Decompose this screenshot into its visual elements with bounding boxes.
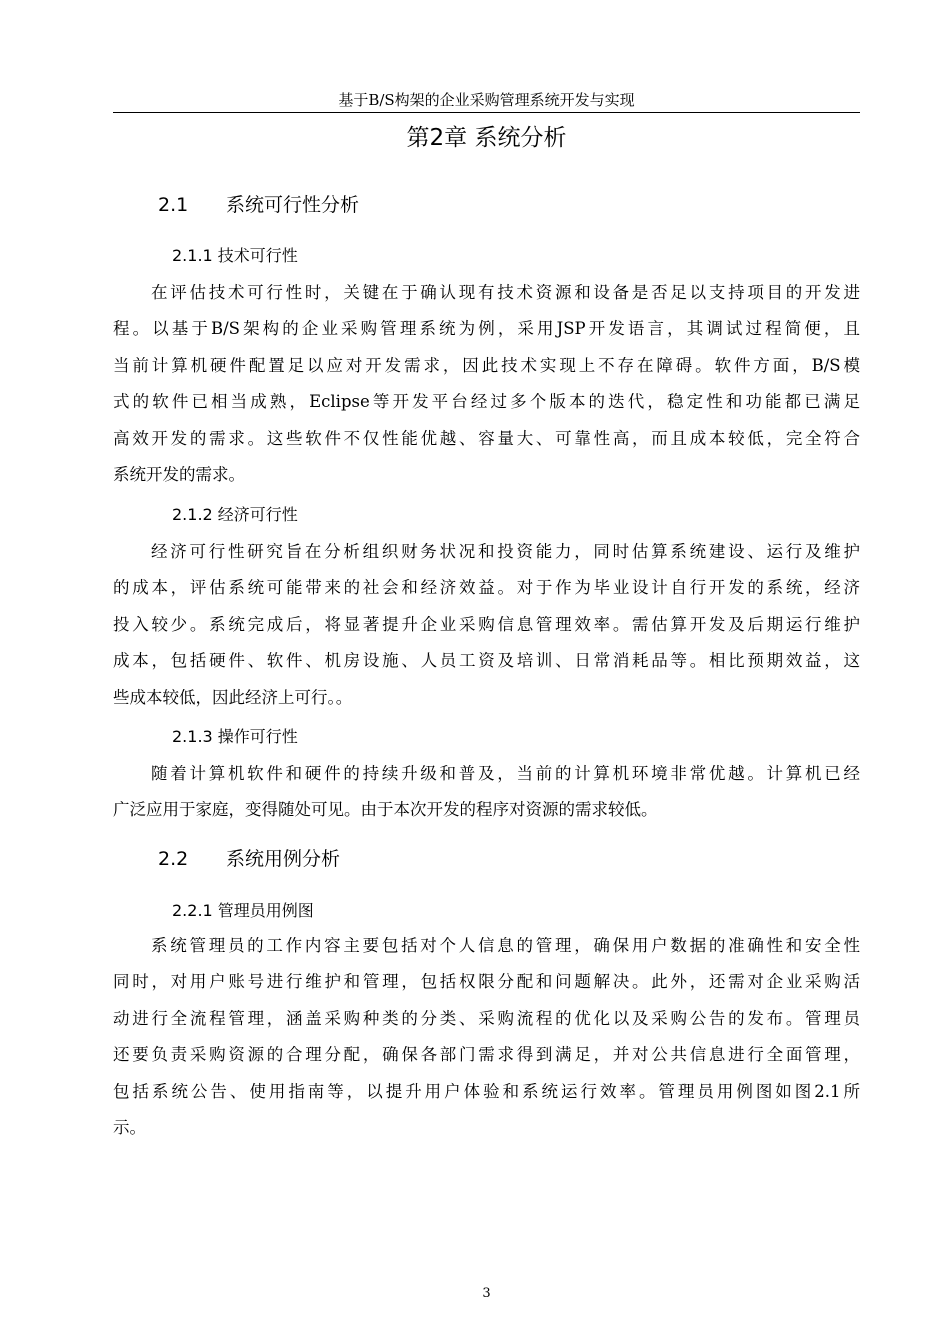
section-number: 2.2 — [158, 848, 189, 870]
paragraph-line: 投入较少。系统完成后，将显著提升企业采购信息管理效率。需估算开发及后期运行维护 — [113, 614, 860, 634]
chapter-title: 第2章 系统分析 — [406, 125, 567, 151]
paragraph-line: 高效开发的需求。这些软件不仅性能优越、容量大、可靠性高，而且成本较低，完全符合 — [113, 428, 860, 448]
paragraph-line: 经济可行性研究旨在分析组织财务状况和投资能力，同时估算系统建设、运行及维护 — [151, 542, 860, 561]
page-number: 3 — [482, 1286, 491, 1301]
paragraph-line: 同时，对用户账号进行维护和管理，包括权限分配和问题解决。此外，还需对企业采购活 — [113, 972, 860, 992]
paragraph-operational-feasibility — [113, 756, 860, 829]
paragraph-line: 系统开发的需求。 — [113, 464, 245, 484]
paragraph-technical-feasibility — [113, 275, 860, 493]
section-heading-2-2 — [158, 846, 340, 872]
section-title: 系统可行性分析 — [226, 194, 360, 216]
paragraph-line: 成本，包括硬件、软件、机房设施、人员工资及培训、日常消耗品等。相比预期效益，这 — [113, 651, 860, 671]
subsection-heading-2-1-3: 2.1.3 操作可行性 — [172, 727, 298, 746]
header-rule — [113, 112, 860, 113]
paragraph-economic-feasibility — [113, 534, 860, 716]
paragraph-line: 程。以基于B/S架构的企业采购管理系统为例，采用JSP开发语言，其调试过程简便，且 — [113, 319, 860, 339]
running-header: 基于B/S构架的企业采购管理系统开发与实现 — [338, 91, 635, 109]
section-title: 系统用例分析 — [226, 848, 341, 870]
subsection-heading-2-1-1: 2.1.1 技术可行性 — [172, 246, 298, 265]
paragraph-line: 动进行全流程管理，涵盖采购种类的分类、采购流程的优化以及采购公告的发布。管理员 — [113, 1008, 860, 1028]
paragraph-line: 系统管理员的工作内容主要包括对个人信息的管理，确保用户数据的准确性和安全性 — [151, 936, 860, 955]
paragraph-line: 些成本较低，因此经济上可行。。 — [113, 687, 353, 707]
paragraph-admin-use-case — [113, 928, 860, 1146]
paragraph-line: 在评估技术可行性时，关键在于确认现有技术资源和设备是否足以支持项目的开发进 — [151, 283, 860, 302]
paragraph-line: 包括系统公告、使用指南等，以提升用户体验和系统运行效率。管理员用例图如图2.1所 — [113, 1081, 860, 1101]
subsection-heading-2-2-1: 2.2.1 管理员用例图 — [172, 901, 314, 920]
paragraph-line: 的成本，评估系统可能带来的社会和经济效益。对于作为毕业设计自行开发的系统，经济 — [113, 578, 860, 598]
paragraph-line: 示。 — [113, 1117, 146, 1137]
paragraph-line: 当前计算机硬件配置足以应对开发需求，因此技术实现上不存在障碍。软件方面，B/S模 — [113, 355, 860, 375]
paragraph-line: 还要负责采购资源的合理分配，确保各部门需求得到满足，并对公共信息进行全面管理， — [113, 1045, 860, 1065]
paragraph-line: 广泛应用于家庭，变得随处可见。由于本次开发的程序对资源的需求较低。 — [113, 800, 658, 820]
subsection-heading-2-1-2: 2.1.2 经济可行性 — [172, 505, 298, 524]
paragraph-line: 式的软件已相当成熟，Eclipse等开发平台经过多个版本的迭代，稳定性和功能都已满足 — [113, 392, 860, 412]
paragraph-line: 随着计算机软件和硬件的持续升级和普及，当前的计算机环境非常优越。计算机已经 — [151, 764, 860, 783]
section-heading-2-1 — [158, 192, 359, 218]
section-number: 2.1 — [158, 194, 189, 216]
